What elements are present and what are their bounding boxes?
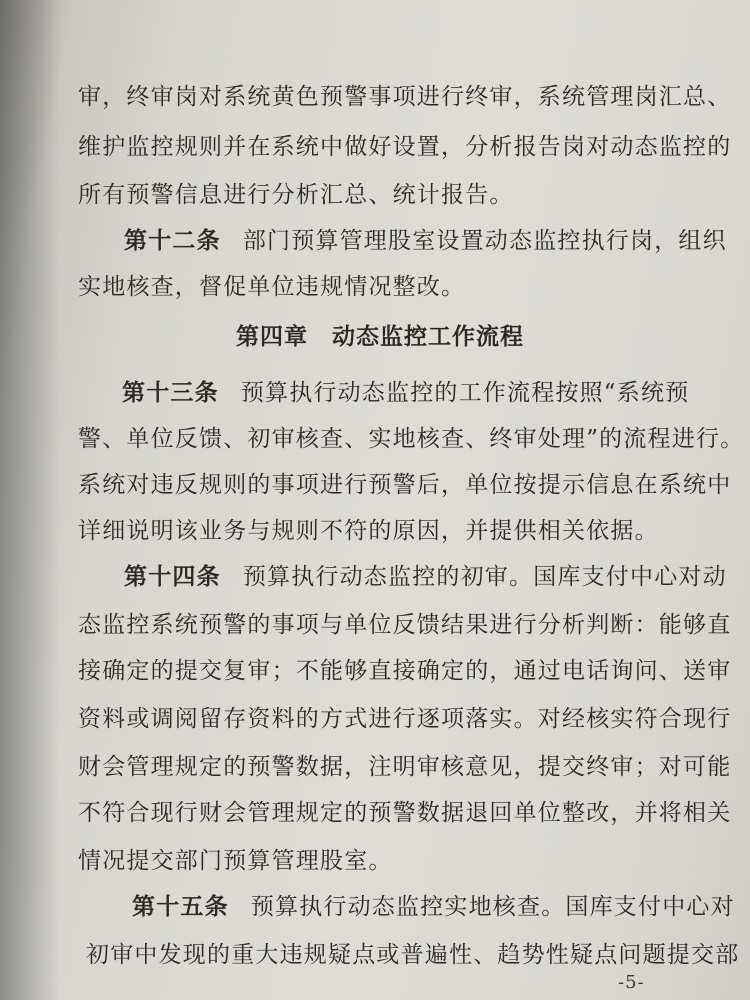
article-14 bbox=[124, 562, 727, 592]
text-line: 维护监控规则并在系统中做好设置，分析报告岗对动态监控的 bbox=[78, 134, 732, 160]
article-15 bbox=[132, 892, 735, 922]
text-line: 资料或调阅留存资料的方式进行逐项落实。对经核实符合现行 bbox=[78, 706, 732, 732]
text-line: 详细说明该业务与规则不符的原因，并提供相关依据。 bbox=[78, 518, 659, 544]
article-label: 第十四条 bbox=[124, 564, 221, 590]
chapter-heading bbox=[236, 318, 524, 351]
text-line: 初审中发现的重大违规疑点或普遍性、趋势性疑点问题提交部 bbox=[86, 942, 740, 968]
article-text: 预算执行动态监控的工作流程按照“系统预 bbox=[240, 380, 690, 406]
article-label: 第十五条 bbox=[132, 894, 229, 920]
text-line: 态监控系统预警的事项与单位反馈结果进行分析判断：能够直 bbox=[78, 612, 732, 638]
text-line: 系统对违反规则的事项进行预警后，单位按提示信息在系统中 bbox=[78, 472, 732, 498]
text-line: 不符合现行财会管理规定的预警数据退回单位整改，并将相关 bbox=[78, 800, 732, 826]
text-line: 情况提交部门预算管理股室。 bbox=[78, 848, 393, 874]
article-12 bbox=[124, 226, 727, 256]
article-label: 第十二条 bbox=[124, 228, 221, 254]
text-line: 接确定的提交复审；不能够直接确定的，通过电话询问、送审 bbox=[78, 658, 732, 684]
text-line: 警、单位反馈、初审核查、实地核查、终审处理”的流程进行。 bbox=[78, 426, 745, 452]
article-13 bbox=[122, 378, 689, 408]
text-line: 财会管理规定的预警数据，注明审核意见，提交终审；对可能 bbox=[78, 754, 732, 780]
text-line: 所有预警信息进行分析汇总、统计报告。 bbox=[78, 182, 514, 208]
chapter-number: 第四章 bbox=[236, 324, 308, 350]
page-number: -5- bbox=[618, 972, 645, 993]
page-edge-shadow bbox=[0, 0, 60, 1000]
article-text: 预算执行动态监控的初审。国库支付中心对动 bbox=[242, 564, 727, 590]
text-line: 审，终审岗对系统黄色预警事项进行终审，系统管理岗汇总、 bbox=[78, 84, 732, 110]
article-text: 部门预算管理股室设置动态监控执行岗，组织 bbox=[242, 228, 727, 254]
article-text: 预算执行动态监控实地核查。国库支付中心对 bbox=[250, 894, 735, 920]
article-label: 第十三条 bbox=[122, 380, 219, 406]
text-line: 实地核查，督促单位违规情况整改。 bbox=[78, 274, 466, 300]
chapter-title: 动态监控工作流程 bbox=[332, 324, 524, 350]
